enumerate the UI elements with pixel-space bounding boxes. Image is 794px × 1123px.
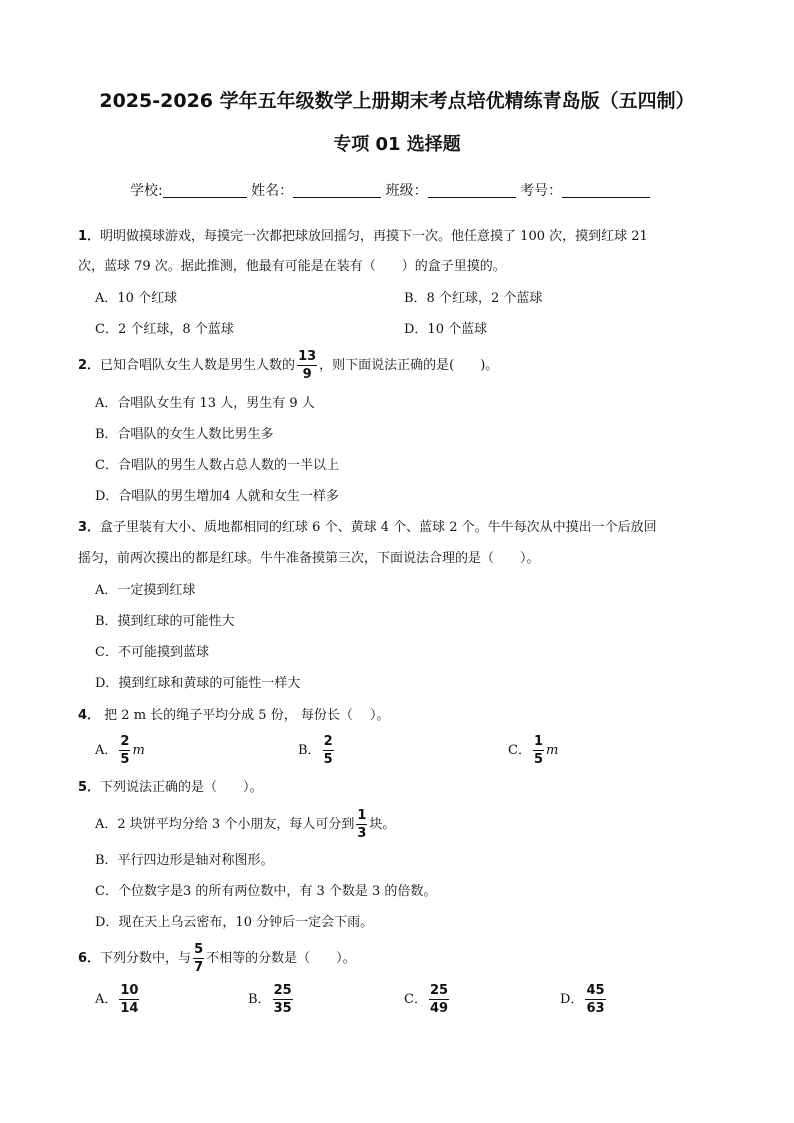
- fraction: $\frac{2}{5}$: [323, 734, 333, 767]
- page-subtitle: 专项 01 选择题: [333, 134, 461, 155]
- option-a[interactable]: A．2 块饼平均分给 3 个小朋友，每人可分到 $\frac{1}{3}$ 块。: [95, 808, 396, 841]
- question-1: [78, 227, 648, 247]
- option-a[interactable]: A．10 个红球: [95, 291, 178, 306]
- option-c[interactable]: C． $\frac{25}{49}$: [404, 983, 449, 1016]
- option-d[interactable]: D．10 个蓝球: [404, 322, 488, 337]
- school-field[interactable]: [163, 183, 247, 198]
- option-b[interactable]: B． $\frac{2}{5}$: [298, 734, 333, 767]
- question-text: 把 2 m 长的绳子平均分成 5 份， 每份长（ ）。: [100, 708, 390, 723]
- fraction: $\frac{1}{3}$: [357, 808, 367, 841]
- option-c[interactable]: C．2 个红球，8 个蓝球: [95, 322, 234, 337]
- question-number: 1．: [78, 229, 101, 244]
- question-number: 2．: [78, 358, 101, 373]
- class-field[interactable]: [428, 183, 516, 198]
- question-4: [78, 706, 389, 726]
- option-d[interactable]: D．现在天上乌云密布，10 分钟后一定会下雨。: [95, 915, 374, 930]
- fraction: $\frac{5}{7}$: [194, 942, 204, 975]
- question-text-end: 不相等的分数是（ ）。: [206, 951, 356, 966]
- option-b[interactable]: B．平行四边形是轴对称图形。: [95, 853, 274, 868]
- option-c[interactable]: C．不可能摸到蓝球: [95, 645, 209, 660]
- option-d[interactable]: D．摸到红球和黄球的可能性一样大: [95, 676, 301, 691]
- name-label: 姓名：: [251, 183, 294, 199]
- option-b[interactable]: B．合唱队的女生人数比男生多: [95, 427, 274, 442]
- question-text: 盒子里装有大小、质地都相同的红球 6 个、黄球 4 个、蓝球 2 个。牛牛每次从中摸出一个后放回: [100, 520, 657, 535]
- question-3-continued: 摇匀，前两次摸出的都是红球。牛牛准备摸第三次，下面说法合理的是（ ）。: [78, 551, 540, 566]
- option-a[interactable]: A． $\frac{2}{5}$ m: [95, 734, 145, 767]
- exam-no-label: 考号：: [520, 183, 563, 199]
- question-3: [78, 518, 657, 538]
- option-b[interactable]: B． $\frac{25}{35}$: [248, 983, 292, 1016]
- option-a[interactable]: A． $\frac{10}{14}$: [95, 983, 139, 1016]
- option-d[interactable]: D．合唱队的男生增加4 人就和女生一样多: [95, 489, 339, 504]
- fraction: $\frac{10}{14}$: [120, 983, 139, 1016]
- question-text-end: ，则下面说法正确的是( )。: [319, 358, 499, 373]
- question-1-continued: 次，蓝球 79 次。据此推测，他最有可能是在装有（ ）的盒子里摸的。: [78, 259, 506, 274]
- class-label: 班级：: [385, 183, 428, 199]
- question-text: 明明做摸球游戏，每摸完一次都把球放回摇匀，再摸下一次。他任意摸了 100 次，摸到红球 21: [100, 229, 648, 244]
- option-c[interactable]: C．合唱队的男生人数占总人数的一半以上: [95, 458, 339, 473]
- fraction: $\frac{25}{35}$: [273, 983, 292, 1016]
- exam-no-field[interactable]: [562, 183, 650, 198]
- option-a[interactable]: A．一定摸到红球: [95, 583, 196, 598]
- question-2: [78, 349, 498, 383]
- fraction: $\frac{25}{49}$: [429, 983, 449, 1016]
- fraction: $\frac{1}{5}$: [533, 734, 543, 767]
- option-d[interactable]: D． $\frac{45}{63}$: [560, 983, 605, 1016]
- question-5: [78, 778, 263, 798]
- option-a[interactable]: A．合唱队女生有 13 人，男生有 9 人: [95, 396, 315, 411]
- page-title: 2025-2026 学年五年级数学上册期末考点培优精练青岛版（五四制）: [99, 90, 695, 112]
- school-label: 学校:: [130, 183, 163, 199]
- question-text: 下列说法正确的是（ ）。: [100, 780, 263, 795]
- option-b[interactable]: B．8 个红球，2 个蓝球: [404, 291, 543, 306]
- question-text: 已知合唱队女生人数是男生人数的: [100, 358, 296, 373]
- student-info-row: [130, 180, 650, 200]
- question-number: 5．: [78, 780, 101, 795]
- fraction: $\frac{13}{9}$: [298, 349, 317, 382]
- question-text: 下列分数中，与: [100, 951, 192, 966]
- option-c[interactable]: C． $\frac{1}{5}$ m: [508, 734, 559, 767]
- fraction: $\frac{45}{63}$: [586, 983, 605, 1016]
- name-field[interactable]: [293, 183, 381, 198]
- question-6: [78, 942, 356, 976]
- option-b[interactable]: B．摸到红球的可能性大: [95, 614, 235, 629]
- fraction: $\frac{2}{5}$: [120, 734, 130, 767]
- option-c[interactable]: C．个位数字是3 的所有两位数中，有 3 个数是 3 的倍数。: [95, 884, 437, 899]
- question-number: 6．: [78, 951, 101, 966]
- question-number: 3．: [78, 520, 101, 535]
- question-number: 4．: [78, 708, 101, 723]
